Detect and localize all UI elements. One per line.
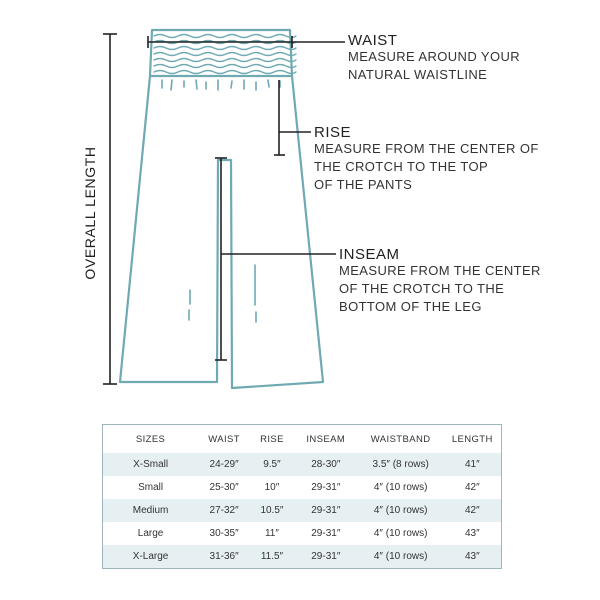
fold-marks: [189, 265, 256, 322]
table-cell: 4″ (10 rows): [373, 481, 428, 493]
inseam-description: MEASURE FROM THE CENTER OF THE CROTCH TO THE BOTTOM OF THE LEG: [339, 263, 541, 314]
table-cell: X-Large: [132, 550, 169, 562]
table-cell: Small: [138, 481, 164, 493]
header-waistband: WAISTBAND: [370, 434, 431, 446]
table-cell: 29-31″: [311, 504, 341, 516]
table-cell: 30-35″: [209, 527, 239, 539]
table-cell: X-Small: [133, 458, 169, 470]
table-cell: 27-32″: [209, 504, 239, 516]
waist-title: WAIST: [348, 32, 398, 49]
waist-description: MEASURE AROUND YOUR NATURAL WAISTLINE: [348, 49, 521, 82]
table-cell: 43″: [464, 527, 480, 539]
table-cell: 24-29″: [209, 458, 239, 470]
inseam-title: INSEAM: [339, 246, 400, 263]
size-chart-table: [102, 424, 502, 569]
header-sizes: SIZES: [135, 434, 166, 446]
table-cell: 43″: [464, 550, 480, 562]
rise-description: MEASURE FROM THE CENTER OF THE CROTCH TO THE TOP OF THE PANTS: [314, 141, 539, 192]
table-cell: Medium: [132, 504, 169, 516]
table-header-row: [103, 425, 502, 453]
table-row: [103, 453, 502, 476]
table-cell: Large: [137, 527, 164, 539]
table-cell: 4″ (10 rows): [373, 550, 428, 562]
table-cell: 42″: [464, 504, 480, 516]
table-row: [103, 522, 502, 545]
table-cell: 42″: [464, 481, 480, 493]
rise-title: RISE: [314, 124, 352, 141]
measurement-lines: [103, 34, 345, 384]
header-length: LENGTH: [451, 434, 493, 446]
gather-marks: [162, 80, 280, 90]
table-cell: 10″: [264, 481, 280, 493]
table-cell: 11.5″: [260, 550, 284, 562]
table-cell: 31-36″: [209, 550, 239, 562]
table-cell: 41″: [464, 458, 480, 470]
table-cell: 4″ (10 rows): [373, 504, 428, 516]
overall-length-label: OVERALL LENGTH: [82, 146, 98, 280]
table-cell: 25-30″: [209, 481, 239, 493]
table-cell: 4″ (10 rows): [373, 527, 428, 539]
table-row: [103, 476, 502, 499]
table-cell: 28-30″: [311, 458, 341, 470]
header-inseam: INSEAM: [306, 434, 346, 446]
table-cell: 29-31″: [311, 550, 341, 562]
table-row: [103, 545, 502, 569]
header-waist: WAIST: [208, 434, 240, 446]
table-cell: 10.5″: [260, 504, 284, 516]
table-cell: 3.5″ (8 rows): [372, 458, 429, 470]
table-row: [103, 499, 502, 522]
table-cell: 29-31″: [311, 481, 341, 493]
table-cell: 29-31″: [311, 527, 341, 539]
header-rise: RISE: [260, 434, 284, 446]
table-cell: 11″: [264, 527, 279, 539]
table-cell: 9.5″: [263, 458, 281, 470]
